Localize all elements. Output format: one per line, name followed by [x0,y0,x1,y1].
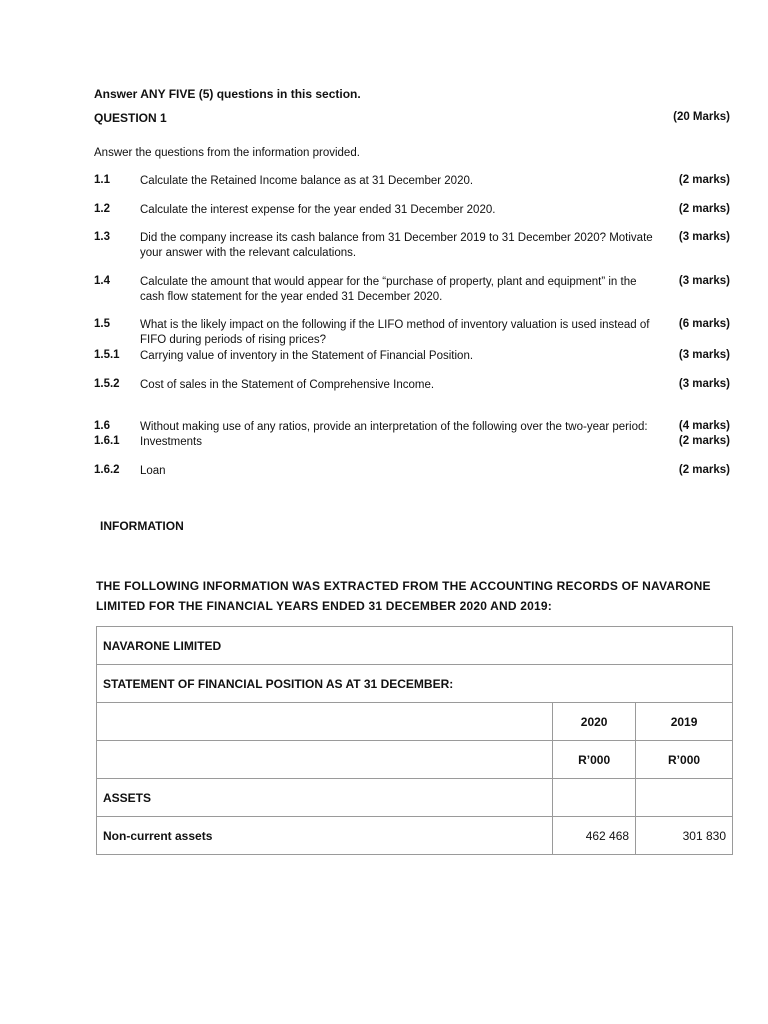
question-number: 1.6.2 [94,464,120,476]
table-cell-empty [97,741,553,779]
question-number: 1.1 [94,174,110,186]
table-cell-empty [553,779,636,817]
question-text: Carrying value of inventory in the Statement of Financial Position. [140,350,474,362]
table-cell-empty [97,703,553,741]
question-text: Without making use of any ratios, provide an interpretation of the following over the two-year period: [140,421,648,433]
table-row [97,741,733,779]
unit-2019: R’000 [636,741,733,779]
question-title: QUESTION 1 [94,111,167,125]
question-text: Calculate the amount that would appear for the “purchase of property, plant and equipment” in the cash flow statement for the year ended 31 December 2020. [140,276,637,303]
question-text: Calculate the Retained Income balance as at 31 December 2020. [140,175,474,187]
company-name: NAVARONE LIMITED [97,627,733,665]
question-marks: (3 marks) [678,275,730,287]
value-2019: 301 830 [636,817,733,855]
question-text: Calculate the interest expense for the year ended 31 December 2020. [140,204,496,216]
question-number: 1.6.1 [94,435,120,447]
question-marks: (3 marks) [678,349,730,361]
unit-2020: R’000 [553,741,636,779]
table-row [97,817,733,855]
question-total-marks: (20 Marks) [673,111,730,123]
question-text: Cost of sales in the Statement of Comprehensive Income. [140,379,435,391]
question-intro: Answer the questions from the information provided. [94,147,360,159]
question-number: 1.5.2 [94,378,120,390]
table-row [97,779,733,817]
question-marks: (2 marks) [678,174,730,186]
question-number: 1.4 [94,275,110,287]
question-marks: (3 marks) [678,378,730,390]
question-marks: (4 marks) [678,420,730,432]
question-text: What is the likely impact on the following if the LIFO method of inventory valuation is used instead of FIFO during periods of rising prices? [140,319,650,346]
question-marks: (2 marks) [678,203,730,215]
question-marks: (3 marks) [678,231,730,243]
column-header-2020: 2020 [553,703,636,741]
information-intro-line-2: LIMITED FOR THE FINANCIAL YEARS ENDED 31 DECEMBER 2020 AND 2019: [96,599,552,613]
question-number: 1.2 [94,203,110,215]
column-header-2019: 2019 [636,703,733,741]
question-text: Loan [140,465,166,477]
question-marks: (2 marks) [678,464,730,476]
information-intro-line-1: THE FOLLOWING INFORMATION WAS EXTRACTED FROM THE ACCOUNTING RECORDS OF NAVARONE [96,579,711,593]
assets-label: ASSETS [97,779,553,817]
information-heading: INFORMATION [100,519,184,533]
row-label: Non-current assets [97,817,553,855]
value-2020: 462 468 [553,817,636,855]
question-number: 1.5.1 [94,349,120,361]
table-row [97,703,733,741]
question-text: Investments [140,436,202,448]
question-marks: (6 marks) [678,318,730,330]
question-marks: (2 marks) [678,435,730,447]
question-text: Did the company increase its cash balance from 31 December 2019 to 31 December 2020? Motivate your answer with the relevant calculations. [140,232,653,259]
financial-position-table [96,626,733,855]
statement-title: STATEMENT OF FINANCIAL POSITION AS AT 31 DECEMBER: [97,665,733,703]
question-number: 1.3 [94,231,110,243]
question-number: 1.5 [94,318,110,330]
table-row [97,665,733,703]
section-instruction: Answer ANY FIVE (5) questions in this section. [94,87,361,101]
table-row [97,627,733,665]
question-number: 1.6 [94,420,110,432]
table-cell-empty [636,779,733,817]
